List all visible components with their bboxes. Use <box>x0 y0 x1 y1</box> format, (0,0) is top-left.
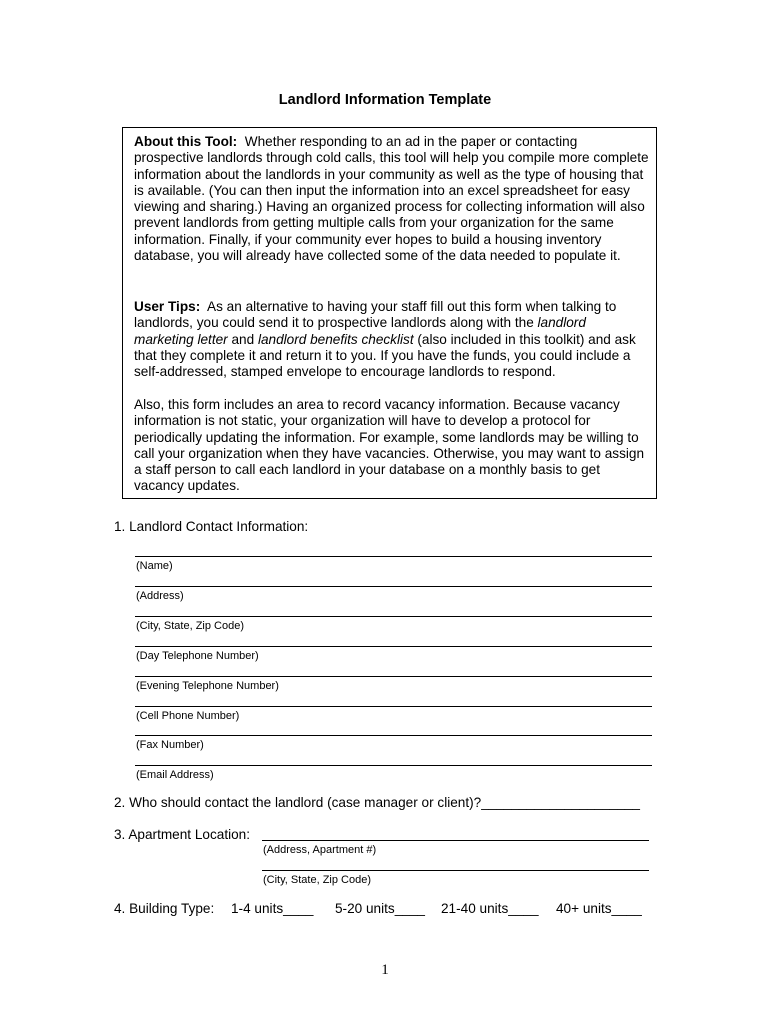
tips-paragraph <box>134 299 649 380</box>
also-text: Also, this form includes an area to record vacancy information. Because vacancy information is not static, your organization will have to develop a protocol for periodically updating the information. For example, some landlords may be willing to call your organization when they have vacancies. Otherwise, you may want to assign a staff person to call each landlord in your database on a monthly basis to get vacancy updates. <box>134 397 645 494</box>
section1-heading: 1. Landlord Contact Information: <box>114 519 309 534</box>
address-label: (Address) <box>136 590 184 602</box>
building-type-label: 4. Building Type: <box>114 901 215 916</box>
about-heading: About this Tool: <box>134 134 238 149</box>
city-state-zip-label: (City, State, Zip Code) <box>136 620 244 632</box>
apartment-address-label: (Address, Apartment #) <box>263 844 377 856</box>
about-text: Whether responding to an ad in the paper or contacting prospective landlords through cold calls, this tool will help you compile more complete information about the landlords in your community as well as the type of housing that is available. (You can then input the information into an excel spreadsheet for easy viewing and sharing.) Having an organized process for collecting information will also prevent landlords from getting multiple calls from your organization for the same information. Finally, if your community ever hopes to build a housing inventory database, you will already have collected some of the data needed to populate it. <box>134 134 649 264</box>
fax-number-label: (Fax Number) <box>136 739 204 751</box>
building-type-option-21-40[interactable]: 21-40 units____ <box>441 901 539 916</box>
address-line[interactable] <box>135 586 652 587</box>
building-type-option-40-plus[interactable]: 40+ units____ <box>556 901 642 916</box>
landlord-marketing-letter-ref: landlord marketing letter <box>134 315 586 347</box>
cell-phone-line[interactable] <box>135 706 652 707</box>
building-type-option-1-4[interactable]: 1-4 units____ <box>231 901 314 916</box>
cell-phone-label: (Cell Phone Number) <box>136 710 240 722</box>
apartment-city-state-zip-label: (City, State, Zip Code) <box>263 874 371 886</box>
also-paragraph <box>134 397 649 495</box>
tips-text-2: and <box>231 331 255 347</box>
day-telephone-label: (Day Telephone Number) <box>136 650 259 662</box>
evening-telephone-label: (Evening Telephone Number) <box>136 680 279 692</box>
city-state-zip-line[interactable] <box>135 616 652 617</box>
tips-text-3: (also included in this toolkit) and ask that they complete it and return it to you. If you have the funds, you could include a self-addressed, stamped envelope to encourage landlords to respond. <box>134 331 636 380</box>
building-type-option-5-20[interactable]: 5-20 units____ <box>335 901 425 916</box>
landlord-benefits-checklist-ref: landlord benefits checklist <box>257 331 414 347</box>
apartment-address-line[interactable] <box>262 840 649 841</box>
section2-question: 2. Who should contact the landlord (case manager or client)?_____________________ <box>114 795 640 810</box>
section3-heading: 3. Apartment Location: <box>114 827 251 842</box>
page-title: Landlord Information Template <box>278 92 492 108</box>
tips-heading: User Tips: <box>134 299 201 314</box>
tips-text-1: As an alternative to having your staff fill out this form when talking to landlords, you could send it to prospective landlords along with the <box>134 299 617 331</box>
page-number: 1 <box>381 962 389 978</box>
fax-number-line[interactable] <box>135 735 652 736</box>
about-paragraph <box>134 134 649 264</box>
name-label: (Name) <box>136 560 173 572</box>
day-telephone-line[interactable] <box>135 646 652 647</box>
email-address-line[interactable] <box>135 765 652 766</box>
evening-telephone-line[interactable] <box>135 676 652 677</box>
apartment-city-state-zip-line[interactable] <box>262 870 649 871</box>
email-address-label: (Email Address) <box>136 769 214 781</box>
name-line[interactable] <box>135 556 652 557</box>
